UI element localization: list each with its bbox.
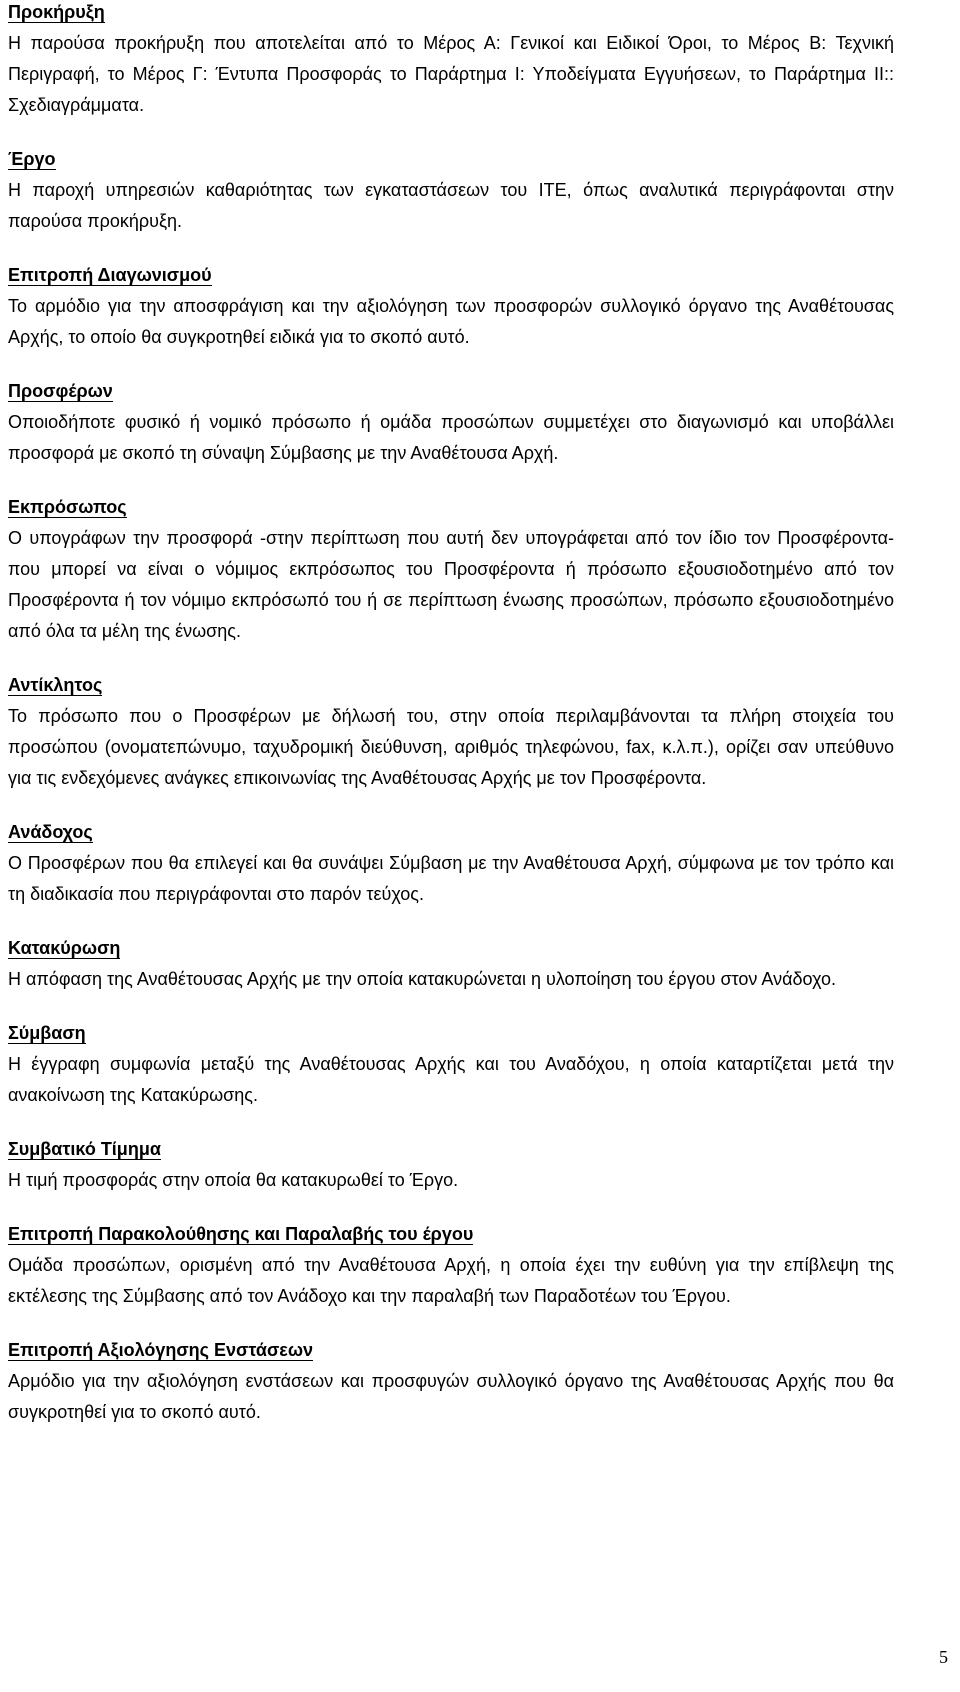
term-definition: Η απόφαση της Αναθέτουσας Αρχής με την οποία κατακυρώνεται η υλοποίηση του έργου στον Ανάδοχο. — [8, 969, 837, 989]
term-definition: Το αρμόδιο για την αποσφράγιση και την αξιολόγηση των προσφορών συλλογικό όργανο της Αναθέτουσας Αρχής, το οποίο θα συγκροτηθεί ειδικά για το σκοπό αυτό. — [8, 296, 894, 347]
term-heading: Επιτροπή Αξιολόγησης Ενστάσεων — [8, 1340, 314, 1360]
definition-contractor — [8, 817, 894, 910]
term-heading: Συμβατικό Τίμημα — [8, 1139, 161, 1159]
definition-project — [8, 144, 894, 237]
term-heading: Επιτροπή Παρακολούθησης και Παραλαβής του έργου — [8, 1224, 474, 1244]
definition-objections-committee — [8, 1335, 894, 1428]
term-definition: Ομάδα προσώπων, ορισμένη από την Αναθέτουσα Αρχή, η οποία έχει την ευθύνη για την επίβλεψη της εκτέλεσης της Σύμβασης από τον Ανάδοχο και την παραλαβή των Παραδοτέων του Έργου. — [8, 1255, 894, 1306]
term-definition: Ο υπογράφων την προσφορά -στην περίπτωση που αυτή δεν υπογράφεται από τον ίδιο τον Προσφέροντα- που μπορεί να είναι ο νόμιμος εκπρόσωπος του Προσφέροντα ή πρόσωπο εξουσιοδοτημένο από τον Προσφέροντα ή τον νόμιμο εκπρόσωπό του ή σε περίπτωση ένωσης προσώπων, πρόσωπο εξουσιοδοτημένο από όλα τα μέλη της ένωσης. — [8, 528, 894, 641]
term-definition: Οποιοδήποτε φυσικό ή νομικό πρόσωπο ή ομάδα προσώπων συμμετέχει στο διαγωνισμό και υποβάλλει προσφορά με σκοπό τη σύναψη Σύμβασης με την Αναθέτουσα Αρχή. — [8, 412, 894, 463]
document-page — [8, 0, 894, 1451]
definition-award — [8, 933, 894, 995]
term-definition: Το πρόσωπο που ο Προσφέρων με δήλωσή του, στην οποία περιλαμβάνονται τα πλήρη στοιχεία του προσώπου (ονοματεπώνυμο, ταχυδρομική διεύθυνση, αριθμός τηλεφώνου, fax, κ.λ.π.), ορίζει σαν υπεύθυνο για τις ενδεχόμενες ανάγκες επικοινωνίας της Αναθέτουσας Αρχής με τον Προσφέροντα. — [8, 706, 894, 788]
page-number: 5 — [939, 1647, 948, 1667]
term-heading: Επιτροπή Διαγωνισμού — [8, 265, 212, 285]
term-definition: Ο Προσφέρων που θα επιλεγεί και θα συνάψει Σύμβαση με την Αναθέτουσα Αρχή, σύμφωνα με τον τρόπο και τη διαδικασία που περιγράφονται στο παρόν τεύχος. — [8, 853, 894, 904]
term-heading: Αντίκλητος — [8, 675, 103, 695]
term-definition: Αρμόδιο για την αξιολόγηση ενστάσεων και προσφυγών συλλογικό όργανο της Αναθέτουσας Αρχής που θα συγκροτηθεί για το σκοπό αυτό. — [8, 1371, 894, 1422]
term-heading: Προκήρυξη — [8, 2, 105, 22]
definition-representative — [8, 492, 894, 647]
term-definition: Η παροχή υπηρεσιών καθαριότητας των εγκαταστάσεων του ΙΤΕ, όπως αναλυτικά περιγράφονται στην παρούσα προκήρυξη. — [8, 180, 894, 231]
term-definition: Η έγγραφη συμφωνία μεταξύ της Αναθέτουσας Αρχής και του Αναδόχου, η οποία καταρτίζεται μετά την ανακοίνωση της Κατακύρωσης. — [8, 1054, 894, 1105]
term-heading: Σύμβαση — [8, 1023, 86, 1043]
term-heading: Εκπρόσωπος — [8, 497, 127, 517]
term-heading: Ανάδοχος — [8, 822, 93, 842]
definition-contact-person — [8, 670, 894, 794]
term-definition: Η τιμή προσφοράς στην οποία θα κατακυρωθεί το Έργο. — [8, 1170, 459, 1190]
definition-monitoring-committee — [8, 1219, 894, 1312]
definition-contract-price — [8, 1134, 894, 1196]
definition-proclamation — [8, 0, 894, 121]
definition-contract — [8, 1018, 894, 1111]
term-definition: Η παρούσα προκήρυξη που αποτελείται από το Μέρος Α: Γενικοί και Ειδικοί Όροι, το Μέρος Β: Τεχνική Περιγραφή, το Μέρος Γ: Έντυπα Προσφοράς το Παράρτημα Ι: Υποδείγματα Εγγυήσεων, το Παράρτημα ΙΙ:: Σχεδιαγράμματα. — [8, 33, 894, 115]
term-heading: Προσφέρων — [8, 381, 113, 401]
term-heading: Έργο — [8, 149, 56, 169]
term-heading: Κατακύρωση — [8, 938, 121, 958]
definition-tender-committee — [8, 260, 894, 353]
definition-bidder — [8, 376, 894, 469]
